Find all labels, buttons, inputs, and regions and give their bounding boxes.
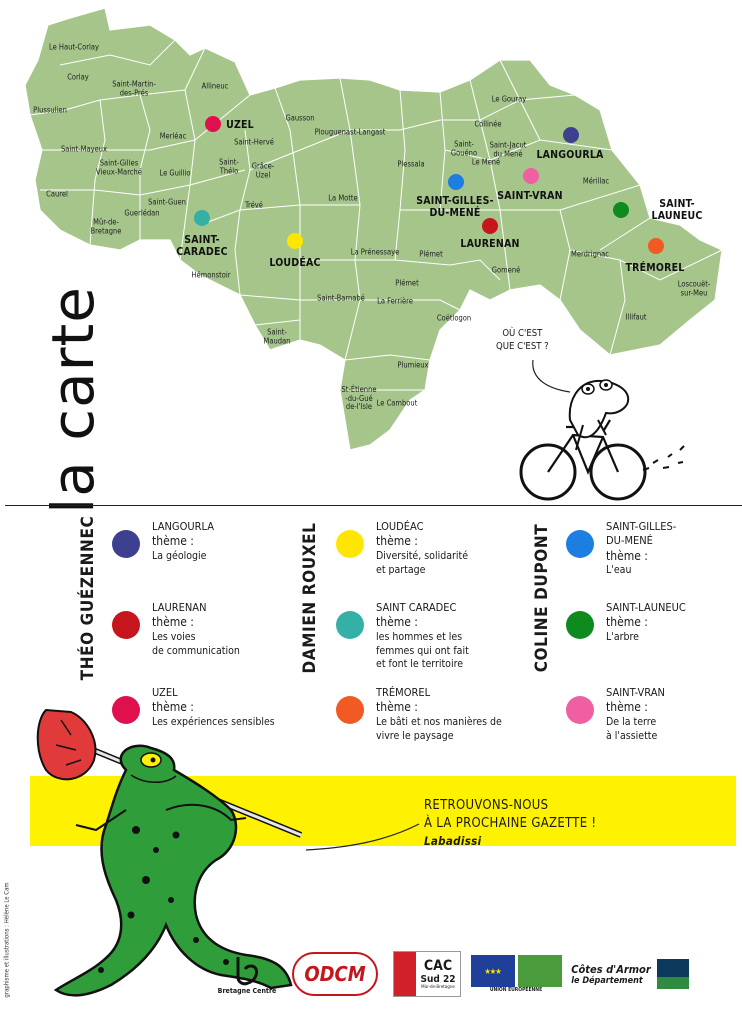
town-label-loudeac: LOUDÉAC [269,256,321,269]
closing-line-2: À LA PROCHAINE GAZETTE ! [424,816,597,832]
town-label-le-haut-corlay: Le Haut-Corlay [48,42,100,52]
town-label-saint-barnabe: Saint-Barnabé [317,293,365,303]
legend-entry-saint-vran: SAINT-VRAN thème : De la terre à l'assiette [606,686,665,743]
town-label-merillac: Mérillac [582,176,610,186]
legend-dot-saint-gilles-du-mene [566,530,594,558]
town-label-saint-vran: SAINT-VRAN [497,189,563,202]
logo-cotes-darmor: Côtes d'Armor le Département [570,948,690,1000]
town-label-saint-jacut-du-mene: Saint-Jacut du Mené [489,140,527,158]
bretagne-centre-logo-icon [230,953,264,987]
person-damien-rouxel: DAMIEN ROUXEL [300,521,320,674]
map-dot-uzel [205,116,221,132]
town-label-la-motte: La Motte [328,193,358,203]
closing-line-1: RETROUVONS-NOUS [424,798,549,813]
town-label-plouguenast-langast: Plouguenast-Langast [314,127,386,137]
legend-dot-saint-launeuc [566,611,594,639]
legend-entry-laurenan: LAURENAN thème : Les voies de communication [152,601,240,658]
legend-dot-laurenan [112,611,140,639]
cotes-darmor-wave-icon [657,959,689,989]
town-label-collinee: Collinée [474,119,502,129]
town-label-saint-herve: Saint-Hervé [234,137,274,147]
town-label-le-mene: Le Mené [471,157,501,167]
town-label-corlay: Corlay [67,72,89,82]
town-label-treve: Trévé [245,200,263,210]
town-label-saint-mayeux: Saint-Mayeux [60,144,108,154]
credit-text: graphisme et illustrations : Hélène Le Cam [3,882,11,998]
town-label-saint-launeuc: SAINT-LAUNEUC [651,197,703,222]
map-dot-saint-gilles-du-mene [448,174,464,190]
town-label-le-cambout: Le Cambout [376,398,418,408]
town-label-gausson: Gausson [285,113,315,123]
map-dot-langourla [563,127,579,143]
town-label-caurel: Caurel [46,189,68,199]
legend-dot-langourla [112,530,140,558]
town-label-grace-uzel: Grâce- Uzel [251,161,275,179]
legend-dot-saint-caradec [336,611,364,639]
logo-bretagne-centre: Bretagne Centre [212,948,282,1000]
town-label-coetlogon: Coëtlogon [436,313,472,323]
legend-entry-langourla: LANGOURLA thème : La géologie [152,520,214,564]
logo-cac-sud-22 [392,948,462,1000]
closing-signature: Labadissi [424,834,482,849]
map-dot-saint-launeuc [613,202,629,218]
town-label-le-guillio: Le Guillio [159,168,191,178]
town-label-saint-gilles-du-mene: SAINT-GILLES- DU-MENÉ [416,194,494,219]
town-label-saint-thelo: Saint- Thélo [219,157,239,175]
odcm-badge: ODCM [292,952,378,996]
closing-message [424,797,596,849]
cac-red-block [394,952,416,996]
page-title: la carte [39,286,107,514]
cyclist-frog-illustration [518,375,698,505]
legend-entry-uzel: UZEL thème : Les expériences sensibles [152,686,275,730]
town-label-illifaut: Illifaut [625,312,647,322]
logo-odcm [290,948,380,1000]
town-label-plemet-north: Plémet [419,249,443,259]
person-theo-guezennec: THÉO GUÉZENNEC [78,515,98,680]
map-dot-saint-vran [523,168,539,184]
town-label-allineuc: Allineuc [201,81,229,91]
section-divider [5,505,742,506]
town-label-plemet-south: Plémet [395,278,419,288]
map-dot-tremorel [648,238,664,254]
map-dot-loudeac [287,233,303,249]
town-label-uzel: UZEL [226,118,254,131]
town-label-guerledan: Guerlédan [124,208,160,218]
legend-dot-loudeac [336,530,364,558]
legend-dot-saint-vran [566,696,594,724]
town-label-plussulien: Plussulien [33,105,67,115]
town-label-saint-goueno: Saint- Gouéno [450,139,478,157]
town-label-merleac: Merléac [159,131,187,141]
town-label-saint-maudan: Saint- Maudan [263,327,291,345]
map-dot-saint-caradec [194,210,210,226]
legend-entry-saint-gilles-du-mene: SAINT-GILLES- DU-MENÉ thème : L'eau [606,520,676,578]
person-coline-dupont: COLINE DUPONT [532,523,552,672]
town-label-laurenan: LAURENAN [460,237,520,250]
town-label-plumieux: Plumieux [397,360,429,370]
town-label-la-prenessaye: La Prénessaye [350,247,400,257]
band-pointer-line [304,818,424,858]
town-label-saint-gilles-vieux-marche: Saint-Gilles Vieux-Marché [96,158,142,176]
legend-entry-saint-caradec: SAINT CARADEC thème : les hommes et les femmes qui ont fait et font le territoire [376,601,469,672]
legend-dot-tremorel [336,696,364,724]
cac-badge: CAC Sud 22 Mûr-de-Bretagne [393,951,461,997]
legend-entry-tremorel: TRÉMOREL thème : Le bâti et nos manières de vivre le paysage [376,686,502,743]
town-label-mur-de-bretagne: Mûr-de- Bretagne [90,217,122,235]
map-dot-laurenan [482,218,498,234]
town-label-plessala: Plessala [397,159,425,169]
town-label-loscouet-sur-meu: Loscouët- sur-Meu [677,279,711,297]
eu-flag-icon: ★★★ [471,955,515,987]
logo-union-europeenne: ★★★ UNION EUROPÉENNE [470,948,562,1000]
town-label-la-ferriere: La Ferrière [377,296,413,306]
town-label-saint-caradec: SAINT- CARADEC [176,233,228,258]
legend-entry-saint-launeuc: SAINT-LAUNEUC thème : L'arbre [606,601,686,645]
town-label-merdrignac: Merdrignac [571,249,609,259]
town-label-saint-martin-des-pres: Saint-Martin- des-Prés [112,79,156,97]
town-label-hemonstoir: Hémonstoir [191,270,231,280]
speech-bubble-text: OÙ C'EST QUE C'EST ? [496,328,549,352]
town-label-le-gouray: Le Gouray [491,94,527,104]
town-label-tremorel: TRÉMOREL [625,261,685,274]
town-label-saint-guen: Saint-Guen [148,197,186,207]
legend-entry-loudeac: LOUDÉAC thème : Diversité, solidarité et partage [376,520,468,577]
town-label-gomene: Gomené [491,265,521,275]
town-label-st-etienne-du-gue-de-lisle: St-Étienne -du-Gué de-l'Isle [341,385,377,412]
leader-logo-icon [518,955,562,987]
town-label-langourla: LANGOURLA [536,148,604,161]
